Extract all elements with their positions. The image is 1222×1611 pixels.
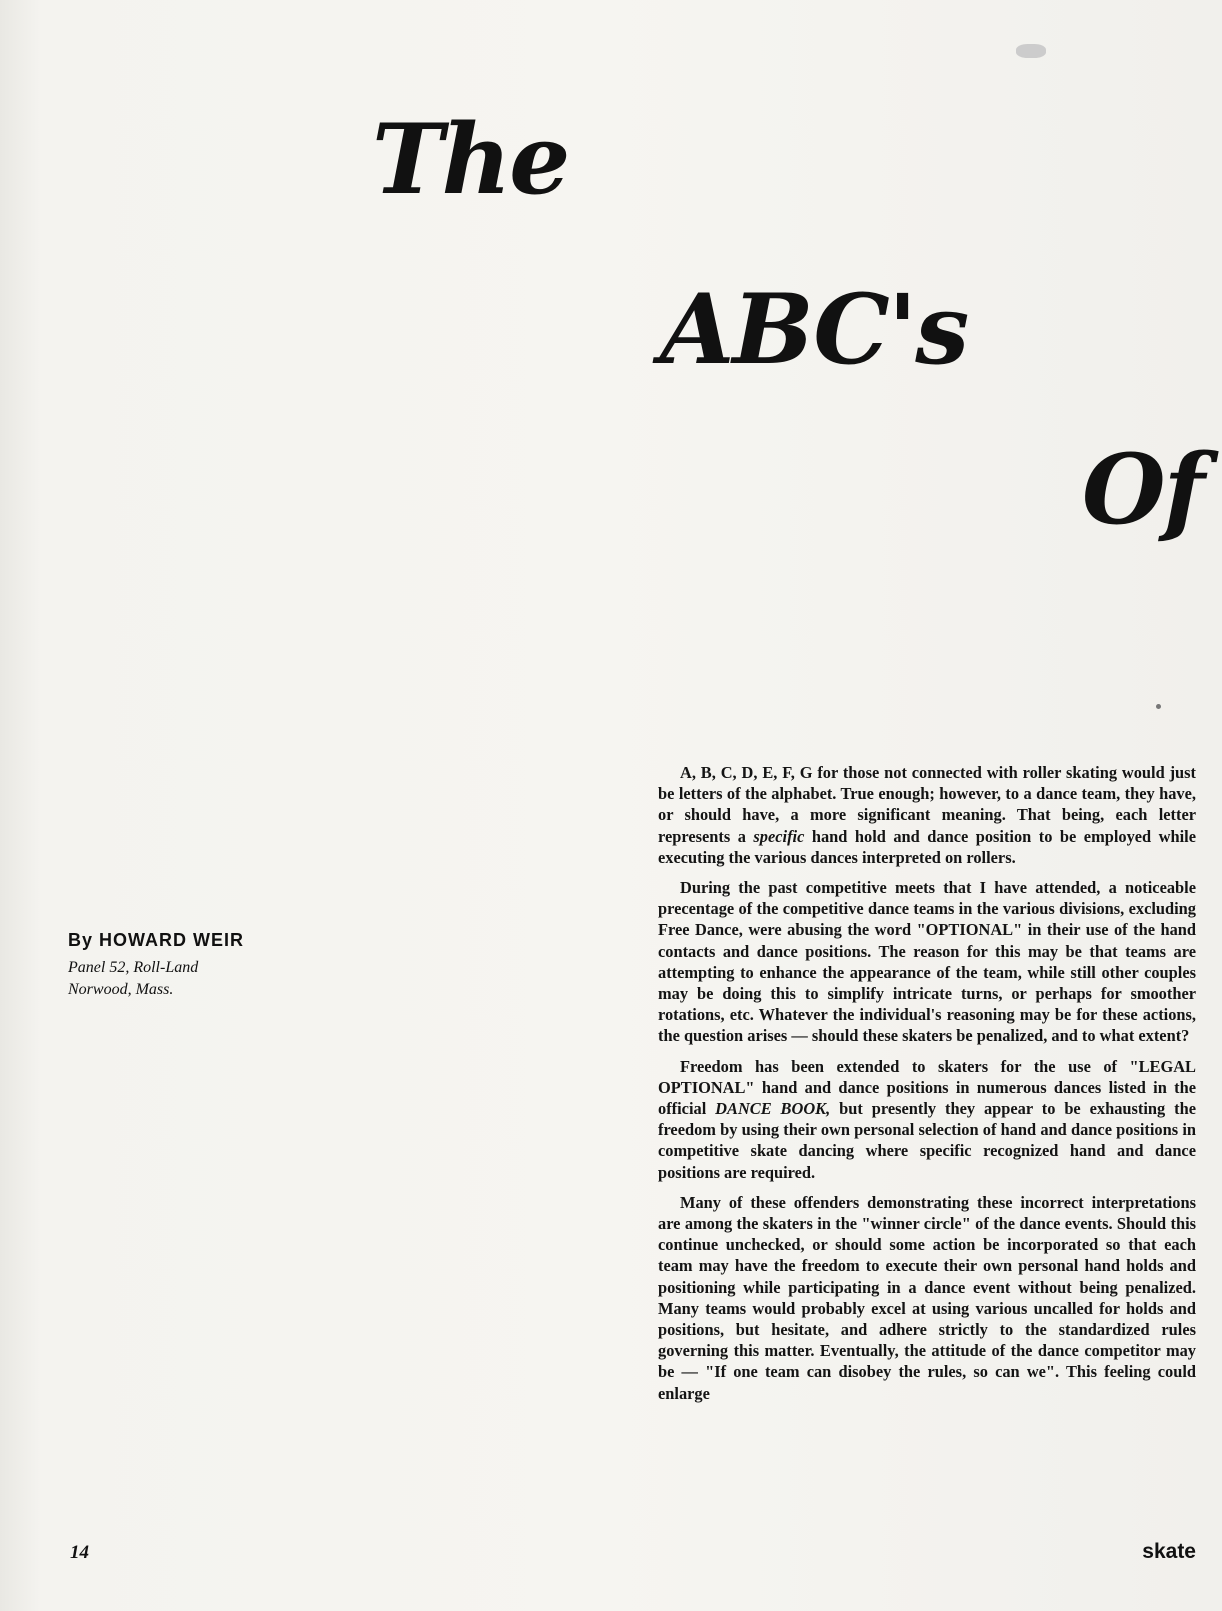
byline-author: By HOWARD WEIR [68, 930, 244, 950]
title-word-of: Of [1082, 433, 1203, 546]
title-word-the: The [372, 103, 569, 216]
paragraph-1-emphasis: specific [753, 826, 805, 846]
article-paragraph-4: Many of these offenders demonstrating these incorrect interpretations are among the skaters in the "winner circle" of the dance events. Should this continue unchecked, or should some action be incorporated so that each team may have the freedom to execute their own personal hand holds and positioning while participating in a dance event without being penalized. Many teams would probably excel at using various uncalled for holds and positions, but hesitate, and adhere strictly to the standardized rules governing this matter. Eventually, the attitude of the dance competitor may be — "If one team can disobey the rules, so can we". This feeling could enlarge [658, 1192, 1196, 1403]
page-number: 14 [70, 1542, 89, 1563]
article-paragraph-1 [658, 762, 1196, 868]
article-body [658, 762, 1196, 1413]
print-speck [1156, 704, 1161, 709]
byline-affiliation: Panel 52, Roll-Land [68, 959, 199, 976]
paragraph-3-text-b: but presently they appear to be exhausting the freedom by using their own personal selection of hand and dance positions in competitive skate dancing where specific recognized hand and dance positions are required. [658, 1099, 1196, 1182]
byline [68, 930, 388, 1001]
title-word-abcs: ABC's [660, 273, 968, 386]
paragraph-1-text-b: hand hold and dance position to be employed while executing the various dances interpreted on rollers. [658, 826, 1196, 867]
byline-location: Norwood, Mass. [68, 981, 174, 998]
paragraph-1-text-a: A, B, C, D, E, F, G for those not connected with roller skating would just be letters of the alphabet. True enough; however, to a dance team, they have, or should have, a more significant meaning. That being, each letter represents a [658, 763, 1196, 846]
print-speck [1016, 44, 1046, 58]
magazine-name: skate [1142, 1540, 1196, 1563]
paragraph-3-text-a: Freedom has been extended to skaters for the use of "LEGAL OPTIONAL" hand and dance positions in numerous dances listed in the official [658, 1056, 1196, 1119]
paragraph-3-emphasis: DANCE BOOK, [715, 1099, 831, 1119]
article-paragraph-2: During the past competitive meets that I have attended, a noticeable precentage of the competitive dance teams in the various divisions, excluding Free Dance, were abusing the word "OPTIONAL" in their use of the hand contacts and dance positions. The reason for this may be that teams are attempting to enhance the appearance of the team, while still other couples may be doing this to simplify intricate turns, or perhaps for smoother rotations, etc. Whatever the individual's reasoning may be for these actions, the question arises — should these skaters be penalized, and to what extent? [658, 878, 1196, 1046]
article-paragraph-3 [658, 1056, 1196, 1183]
